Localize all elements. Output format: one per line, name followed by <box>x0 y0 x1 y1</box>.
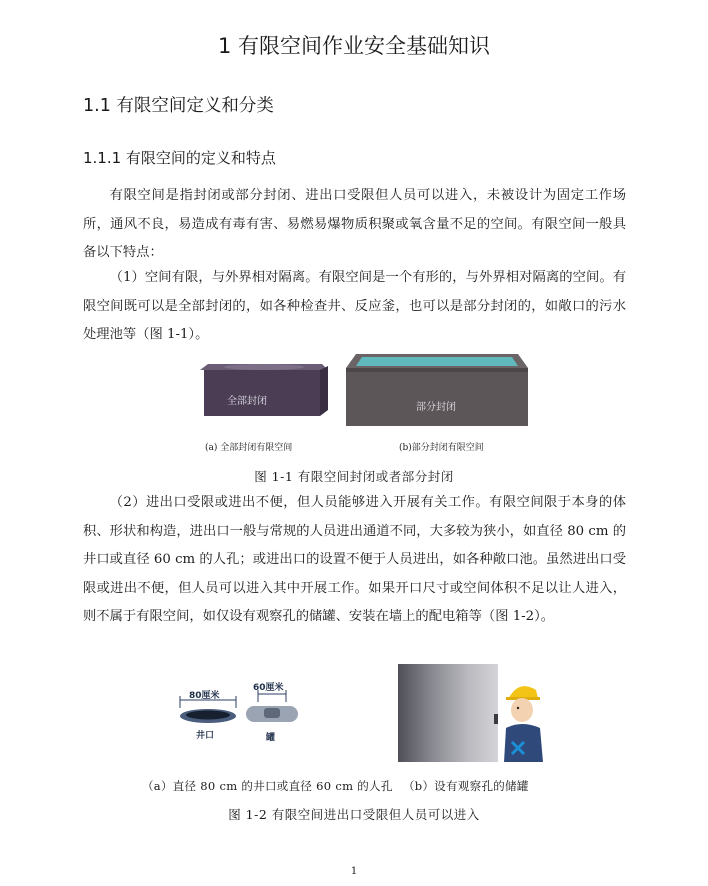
label-well: 井口 <box>196 731 215 741</box>
chapter-title: 1 有限空间作业安全基础知识 <box>217 34 491 58</box>
intro-paragraph: 有限空间是指封闭或部分封闭、进出口受限但人员可以进入，未被设计为固定工作场所，通风不良，易造成有毒有害、易燃易爆物质积聚或氧含量不足的空间。有限空间一般具备以下特点： <box>83 188 626 260</box>
closed-space-image <box>200 358 332 420</box>
figure2-sub-a: （a）直径 80 cm 的井口或直径 60 cm 的人孔 <box>142 779 393 793</box>
figure1-sub-b: (b)部分封闭有限空间 <box>399 443 484 453</box>
point1-paragraph: （1）空间有限，与外界相对隔离。有限空间是一个有形的，与外界相对隔离的空间。有限空间既可以是全部封闭的，如各种检查井、反应釜，也可以是部分封闭的，如敞口的污水处理池等（图 1-1）。 <box>83 270 626 342</box>
tank-with-sight-hole-image <box>398 664 543 762</box>
section-title: 1.1 有限空间定义和分类 <box>83 96 274 116</box>
open-pool-image <box>346 354 528 426</box>
label-60cm: 60厘米 <box>253 683 284 693</box>
page-number: 1 <box>350 866 358 877</box>
subsection-title: 1.1.1 有限空间的定义和特点 <box>83 149 276 167</box>
point2-paragraph: （2）进出口受限或进出不便，但人员能够进入开展有关工作。有限空间限于本身的体积、形状和构造，进出口一般与常规的人员进出通道不同，大多较为狭小，如直径 80 cm 的井口或直径 60 cm 的人孔；或进出口的设置不便于人员进出，如各种敞口池。虽然进出口受限或进出不便，但人员可以进入其中开展工作。如果开口尺寸或空间体积不足以让人进入，则不属于有限空间，如仅设有观察孔的储罐、安装在墙上的配电箱等（图 1-2）。 <box>83 495 626 624</box>
figure2-sub-b: （b）设有观察孔的储罐 <box>403 779 529 793</box>
label-80cm: 80厘米 <box>189 691 220 701</box>
figure2-caption: 图 1-2 有限空间进出口受限但人员可以进入 <box>228 807 480 822</box>
open-box-label: 部分封闭 <box>416 402 456 413</box>
figure1-sub-a: (a) 全部封闭有限空间 <box>205 443 293 453</box>
label-tank: 罐 <box>266 733 276 743</box>
closed-box-label: 全部封闭 <box>227 396 267 407</box>
tank-manhole-image <box>244 688 300 728</box>
figure1-caption: 图 1-1 有限空间封闭或者部分封闭 <box>254 469 454 484</box>
